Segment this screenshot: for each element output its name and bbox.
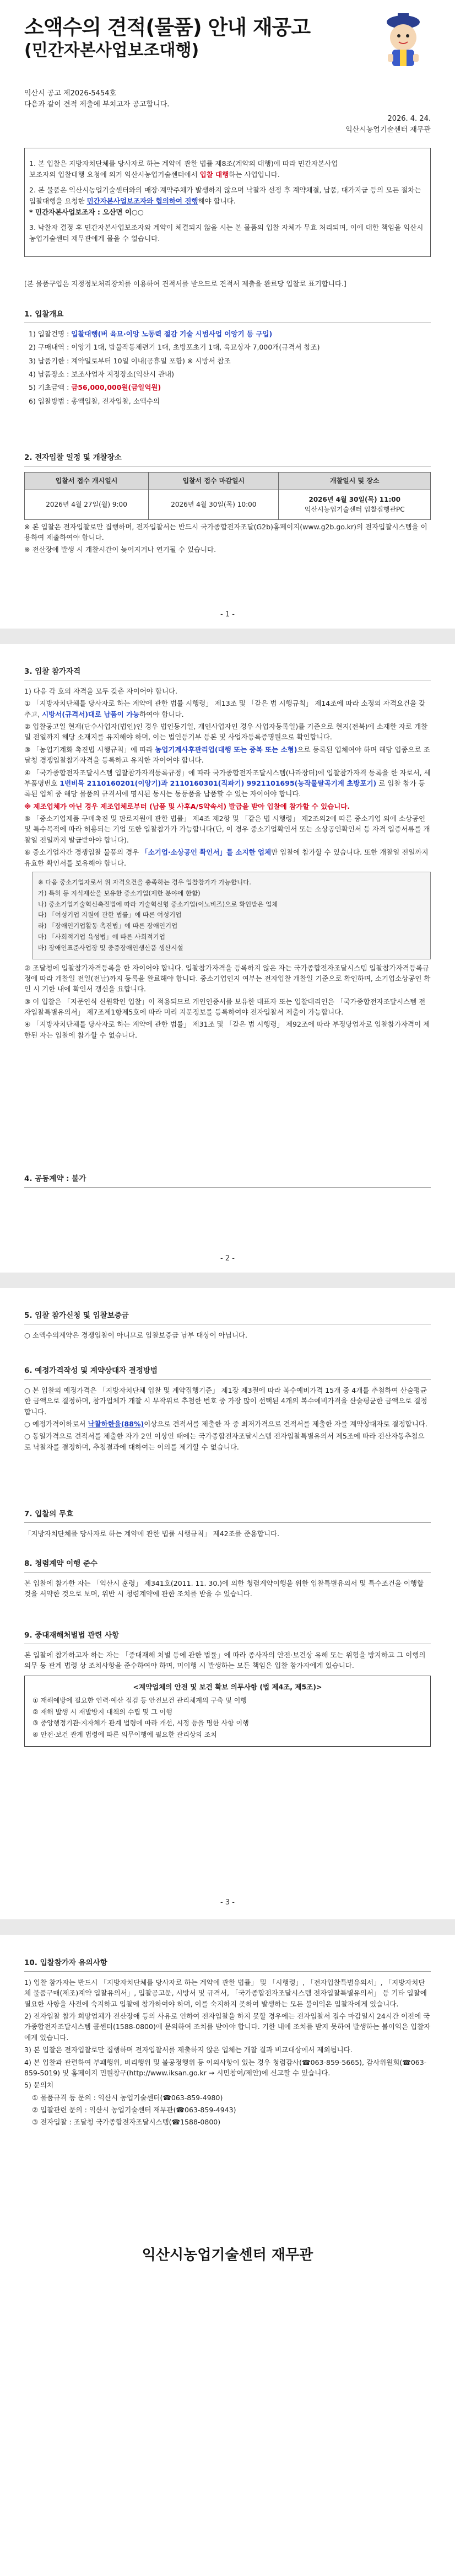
page-number: - 1 - [220,610,235,619]
page-gap [0,1273,455,1288]
list-item: ① 「지방자치단체를 당사자로 하는 계약에 관한 법률 시행령」 제13조 및 「같은 법 시행규칙」 제14조에 따라 소정의 자격요건을 갖추고, 시방서(규격서)대로 납품이 가능하여야 합니다. [24,699,426,718]
section-integrity: 8. 청렴계약 이행 준수 본 입찰에 참가한 자는 「익산시 훈령」 제341호(2011. 11. 30.)에 의한 청렴계약이행을 위한 입찰특별유의서 및 특수조건을 이행할 것을 서약한 것으로 보며, 위반 시 청렴계약에 관한 조치를 받을 수 있습니다. [24,1558,431,1601]
sme-exception-box: ※ 다음 중소기업자로서 위 자격요건을 충족하는 경우 입찰참가가 가능합니다. 가) 특허 등 지식재산을 보유한 중소기업(제한 분야에 한함) 나) 중소기업기술혁신촉진법에 따라 기술혁신형 중소기업(이노비즈)으로 확인받은 업체 다) 「여성기업 지원에 관한 법률」에 따른 여성기업 라) 「장애인기업활동 촉진법」에 따른 장애인기업 마) 「사회적기업 육성법」에 따른 사회적기업 바) 장애인표준사업장 및 중증장애인생산품 생산시설 [32,872,431,959]
notice-box [24,148,431,257]
header [24,15,388,61]
notice-item-1: 1. 본 입찰은 지방자치단체를 당사자로 하는 계약에 관한 법률 제8조(계약의 대행)에 따라 민간자본사업 보조자의 입찰대행 요청에 의거 익산시농업기술센터에서 입찰 대행하는 사업입니다. [29,159,338,179]
notice-item-2: 2. 본 물품은 익산시농업기술센터와의 매장·계약주체가 발생하지 않으며 낙찰자 선정 후 계약체결, 납품, 대가지급 등의 모든 절차는 입찰대행을 요청한 민간자본사업보조자와 협의하여 진행해야 합니다. * 민간자본사업보조자 : 오산면 이○○ [29,186,421,216]
section-overview [24,309,431,409]
section-title: 10. 입찰참가자 유의사항 [24,1957,431,1972]
list-item: ② 입찰공고일 현재(단수사업자(법인)인 경우 법인등기일, 개인사업자인 경우 사업자등록일)를 기준으로 현지(전북)에 소재한 자로 개찰일 전일까지 해당 소재지를 유지해야 하며, 이는 법인등기부 등본 및 사업자등록증명원으로 확인합니다. [24,722,428,742]
section-title: 2. 전자입찰 일정 및 개찰장소 [24,452,431,466]
list-item: ④ 「지방자치단체를 당사자로 하는 계약에 관한 법률」 제31조 및 「같은 법 시행령」 제92조에 따라 부정당업자로 입찰참가자격이 제한된 자는 입찰에 참가할 수 없습니다. [24,1020,430,1039]
column-header: 입찰서 접수 개시일시 [25,472,149,490]
section-title: 8. 청렴계약 이행 준수 [24,1558,431,1573]
column-header: 개찰일시 및 장소 [279,472,431,490]
section-invalidity: 7. 입찰의 무효 「지방자치단체를 당사자로 하는 계약에 관한 법률 시행규칙」 제42조를 준용합니다. [24,1509,431,1541]
page-subtitle: (민간자본사업보조대행) [24,41,199,61]
procurement-note: [본 물품구입은 지정정보처리장치를 이용하여 견적서를 받으므로 견적서 제출을 완료당 입찰로 표기합니다.] [24,280,346,288]
page-4 [0,1935,455,2576]
list-item: ④ 「국가종합전자조달시스템 입찰참가자격등록규정」에 따라 국가종합전자조달시스템(나라장터)에 입찰참가자격 등록을 한 자로서, 세부품명번호 1번비목 2110160201(이앙기)과 2110160301(직파기) 9921101695(농작물탈곡기계 초방포기) 로 입찰 참가 등록된 업체 중 해당 물품의 규격서에 명시된 동시는 동등품을 납품할 수 있는 자이어야 합니다. [24,768,431,798]
notice-date: 2026. 4. 24. [387,115,431,123]
schedule-note: ※ 전산장애 발생 시 개찰시간이 늦어지거나 연기될 수 있습니다. [24,545,216,554]
list-item: ⑥ 중소기업자간 경쟁입찰 물품의 경우 「소기업·소상공인 확인서」를 소지한 업체만 입찰에 참가할 수 있습니다. 또한 개찰일 전일까지 유효한 확인서를 보유해야 합니다. [24,848,429,867]
subsidy-recipient: * 민간자본사업보조자 : 오산면 이○○ [29,208,144,216]
table-row [25,490,431,519]
section-title: 9. 중대재해처벌법 관련 사항 [24,1630,431,1644]
section-deposit: 5. 입찰 참가신청 및 입찰보증금 ○ 소액수의계약은 경쟁입찰이 아니므로 입찰보증금 납부 대상이 아닙니다. [24,1310,431,1342]
column-header: 입찰서 접수 마감일시 [149,472,279,490]
contact-item: ③ 전자입찰 : 조달청 국가종합전자조달시스템(☎1588-0800) [32,2118,221,2127]
section-title: 4. 공동계약 : 불가 [24,1173,431,1188]
list-item: 1) 입찰건명 : 입찰대행(버 육묘·이앙 노동력 절감 기술 시범사업 이앙기 등 구입) [29,329,273,338]
list-item: 4) 납품장소 : 보조사업자 지정장소(익산시 관내) [29,370,175,379]
page-1 [0,0,455,629]
page-number: - 3 - [220,1898,235,1907]
page-gap [0,1919,455,1935]
section-pricing: 6. 예정가격작성 및 계약상대자 결정방법 ○ 본 입찰의 예정가격은 「지방자치단체 입찰 및 계약집행기준」 제1장 제3절에 따라 복수예비가격 15개 중 4개를 추첨하여 산술평균한 금액으로 결정하며, 참가업체가 개찰 시 무작위로 추첨한 번호 중 가장 많이 선택된 4개의 복수예비가격을 산술평균한 금액으로 결정합니다. ○ 예정가격이하로서 낙찰하한율(88%)이상으로 견적서를 제출한 자 중 최저가격으로 견적서를 제출한 자를 계약상대자로 결정합니다. ○ 동일가격으로 견적서를 제출한 자가 2인 이상인 때에는 국가종합전자조달시스템 전자입찰특별유의서 제5조에 따라 전산자동추첨으로 낙찰자를 결정하며, 추첨결과에 대하여는 이의를 제기할 수 없습니다. [24,1365,431,1454]
section-joint-contract [24,1173,431,1193]
intro-sentence: 다음과 같이 견적 제출에 부치고자 공고합니다. [24,100,170,109]
overview-list [24,329,431,406]
table-header-row [25,472,431,490]
list-item: ③ 이 입찰은 「지문인식 신원확인 입찰」이 적용되므로 개인인증서를 보유한 대표자 또는 입찰대리인은 「국가종합전자조달시스템 전자입찰특별유의서」 제7조제1항제5호에 따라 미리 지문정보를 등록하여야 전자입찰서 제출이 가능합니다. [24,997,426,1017]
list-item: 3) 납품기한 : 계약일로부터 10일 이내(공휴일 포함) ※ 시방서 참조 [29,356,231,365]
section-title: 1. 입찰개요 [24,309,431,323]
section-title: 5. 입찰 참가신청 및 입찰보증금 [24,1310,431,1324]
section-cautions: 10. 입찰참가자 유의사항 1) 입찰 참가자는 반드시 「지방자치단체를 당사자로 하는 계약에 관한 법률」 및 「시행령」, 「전자입찰특별유의서」, 「지방자치단체 물품구매(제조)계약 입찰유의서」, 입찰공고문, 시방서 및 규격서, 「국가종합전자조달시스템 전자입찰특별유의서」 등 기타 입찰에 필요한 사항을 사전에 숙지하고 입찰에 참가하여야 하며, 이를 숙지하지 못하여 발생하는 모든 불이익은 입찰자에게 있습니다. 2) 전자입찰 참가 희망업체가 전산장애 등의 사유로 인하여 전자입찰을 하지 못할 경우에는 전자입찰서 접수 마감일시 24시간 이전에 국가종합전자조달시스템 콜센터(1588-0800)에 문의하여 조치를 받아야 합니다. 기한 내에 조치를 받지 못하여 발생하는 불이익은 입찰자에게 있습니다. 3) 본 입찰은 전자입찰로만 집행하며 전자입찰서를 제출하지 않은 업체는 개찰 결과 비교대상에서 제외됩니다. 4) 본 입찰과 관련하여 부패행위, 비리행위 및 불공정행위 등 이의사항이 있는 경우 청렴감사(☎063-859-5665), 감사위원회(☎063-859-5019) 및 홈페이지 민원창구(http://www.iksan.go.kr → 시민참여/제안)에 신고할 수 있습니다. 5) 문의처 ① 물품규격 등 문의 : 익산시 농업기술센터(☎063-859-4980) ② 입찰관련 문의 : 익산시 농업기술센터 재무관(☎063-859-4943) ③ 전자입찰 : 조달청 국가종합전자조달시스템(☎1588-0800) [24,1957,431,2129]
contact-item: ① 물품규격 등 문의 : 익산시 농업기술센터(☎063-859-4980) [32,2093,223,2102]
list-item: 2) 구매내역 : 이앙기 1대, 밥물작동제련기 1대, 초방포초기 1대, 육묘상자 7,000개(규격서 참조) [29,343,320,352]
footer-organization: 익산시농업기술센터 재무관 [142,2247,313,2263]
section-title: 6. 예정가격작성 및 계약상대자 결정방법 [24,1365,431,1380]
list-item: ② 조달청에 입찰참가자격등록을 한 자이어야 합니다. 입찰참가자격을 등록하지 않은 자는 국가종합전자조달시스템 입찰참가자격등록규정에 따라 개찰일 전일(전날)까지 등록을 완료해야 합니다. 중소기업인지 여부는 전자입찰 개찰일 기준으로 확인하며, 소기업소상공인 확인 시 기한 내에 확인서 갱신을 요합니다. [24,963,431,994]
list-item: 6) 입찰방법 : 총액입찰, 전자입찰, 소액수의 [29,396,160,405]
intro [24,88,169,110]
date-block [345,114,431,136]
notice-item-3: 3. 낙찰자 결정 후 민간자본사업보조자와 계약이 체결되지 않을 시는 본 물품의 입찰 자체가 무효 처리되며, 이에 대한 책임을 익산시농업기술센터 재무관에게 물을 수 없습니다. [29,223,424,243]
page-2 [0,644,455,1273]
list-item: ⑤ 「중소기업제품 구매촉진 및 판로지원에 관한 법률」 제4조 제2항 및 「같은 법 시행령」 제2조의2에 따른 중소기업 외에 소상공인 및 특수목적에 따라 허용되는 기업 또한 입찰참가가 가능합니다(단, 이 경우 중소기업확인서 또는 소상공인확인서 등 자격 입증서류를 개찰일 전일까지 발급받아야 합니다). [24,814,430,844]
table-cell: 2026년 4월 30일(목) 10:00 [149,490,279,519]
section-schedule [24,452,431,557]
notice-number: 익산시 공고 제2026-5454호 [24,89,117,98]
page-3 [0,1288,455,1919]
issuer: 익산시농업기술센터 재무관 [345,126,431,135]
schedule-table [24,472,431,520]
page-number: - 2 - [220,1254,235,1263]
list-item: 5) 기초금액 : 금56,000,000원(금일억원) [29,383,161,392]
manufacturer-note: ※ 제조업체가 아닌 경우 제조업체로부터 (납품 및 사후A/S약속서) 발급을 받아 입찰에 참가할 수 있습니다. [24,802,350,811]
mascot-logo-icon [376,11,431,72]
contact-item: ② 입찰관련 문의 : 익산시 농업기술센터 재무관(☎063-859-4943) [32,2106,236,2115]
table-cell: 2026년 4월 30일(목) 11:00 익산시농업기술센터 입찰집행관PC [279,490,431,519]
section-title: 7. 입찰의 무효 [24,1509,431,1523]
table-cell: 2026년 4월 27일(월) 9:00 [25,490,149,519]
section-eligibility: 3. 입찰 참가자격 1) 다음 각 호의 자격을 모두 갖춘 자이어야 합니다. ① 「지방자치단체를 당사자로 하는 계약에 관한 법률 시행령」 제13조 및 「같은 법 시행규칙」 제14조에 따라 소정의 자격요건을 갖추고, 시방서(규격서)대로 납품이 가능하여야 합니다. ② 입찰공고일 현재(단수사업자(법인)인 경우 법인등기일, 개인사업자인 경우 사업자등록일)를 기준으로 현지(전북)에 소재한 자로 개찰일 전일까지 해당 소재지를 유지해야 하며, 이는 법인등기부 등본 및 사업자등록증명원으로 확인합니다. ③ 「농업기계화 촉진법 시행규칙」에 따라 농업기계사후관리업(대행 또는 중복 또는 소형)으로 등록된 업체여야 하며 해당 업종으로 조달청 경쟁입찰참가자격을 등록하고 유지한 자이어야 합니다. ④ 「국가종합전자조달시스템 입찰참가자격등록규정」에 따라 국가종합전자조달시스템(나라장터)에 입찰참가자격 등록을 한 자로서, 세부품명번호 1번비목 2110160201(이앙기)과 2110160301(직파기) 9921101695(농작물탈곡기계 초방포기) 로 입찰 참가 등록된 업체 중 해당 물품의 규격서에 명시된 동시는 동등품을 납품할 수 있는 자이어야 합니다. ※ 제조업체가 아닌 경우 제조업체로부터 (납품 및 사후A/S약속서) 발급을 받아 입찰에 참가할 수 있습니다. ⑤ 「중소기업제품 구매촉진 및 판로지원에 관한 법률」 제4조 제2항 및 「같은 법 시행령」 제2조의2에 따른 중소기업 외에 소상공인 및 특수목적에 따라 허용되는 기업 또한 입찰참가가 가능합니다(단, 이 경우 중소기업확인서 또는 소상공인확인서 등 자격 입증서류를 개찰일 전일까지 발급받아야 합니다). ⑥ 중소기업자간 경쟁입찰 물품의 경우 「소기업·소상공인 확인서」를 소지한 업체만 입찰에 참가할 수 있습니다. 또한 개찰일 전일까지 유효한 확인서를 보유해야 합니다. ※ 다음 중소기업자로서 위 자격요건을 충족하는 경우 입찰참가가 가능합니다. 가) 특허 등 지식재산을 보유한 중소기업(제한 분야에 한함) 나) 중소기업기술혁신촉진법에 따라 기술혁신형 중소기업(이노비즈)으로 확인받은 업체 다) 「여성기업 지원에 관한 법률」에 따른 여성기업 라) 「장애인기업활동 촉진법」에 따른 장애인기업 마) 「사회적기업 육성법」에 따른 사회적기업 바) 장애인표준사업장 및 중증장애인생산품 생산시설 ② 조달청에 입찰참가자격등록을 한 자이어야 합니다. 입찰참가자격을 등록하지 않은 자는 국가종합전자조달시스템 입찰참가자격등록규정에 따라 개찰일 전일(전날)까지 등록을 완료해야 합니다. 중소기업인지 여부는 전자입찰 개찰일 기준으로 확인하며, 소기업소상공인 확인 시 기한 내에 확인서 갱신을 요합니다. ③ 이 입찰은 「지문인식 신원확인 입찰」이 적용되므로 개인인증서를 보유한 대표자 또는 입찰대리인은 「국가종합전자조달시스템 전자입찰특별유의서」 제7조제1항제5호에 따라 미리 지문정보를 등록하여야 전자입찰서 제출이 가능합니다. ④ 「지방자치단체를 당사자로 하는 계약에 관한 법률」 제31조 및 「같은 법 시행령」 제92조에 따라 부정당업자로 입찰참가자격이 제한된 자는 입찰에 참가할 수 없습니다. [24,666,431,1042]
section-title: 3. 입찰 참가자격 [24,666,431,680]
list-item: ③ 「농업기계화 촉진법 시행규칙」에 따라 농업기계사후관리업(대행 또는 중복 또는 소형)으로 등록된 업체여야 하며 해당 업종으로 조달청 경쟁입찰참가자격을 등록하고 유지한 자이어야 합니다. [24,745,430,765]
page-title: 소액수의 견적(물품) 안내 재공고 [24,15,311,39]
section-safety-law: 9. 중대재해처벌법 관련 사항 본 입찰에 참가하고자 하는 자는 「중대재해 처벌 등에 관한 법률」에 따라 종사자의 안전·보건상 유해 또는 위험을 방지하고 그 이행의 의무 등 관계 법령 상 조치사항을 준수하여야 하며, 미이행 시 발생하는 모든 책임은 입찰 참가자에게 있습니다. <계약업체의 안전 및 보건 확보 의무사항 (법 제4조, 제5조)> ① 재해예방에 필요한 인력·예산 점검 등 안전보건 관리체계의 구축 및 이행 ② 재해 발생 시 재발방지 대책의 수립 및 그 이행 ③ 중앙행정기관·지자체가 관계 법령에 따라 개선, 시정 등을 명한 사항 이행 ④ 안전·보건 관계 법령에 따른 의무이행에 필요한 관리상의 조치 [24,1630,431,1751]
page-gap [0,629,455,644]
schedule-note: ※ 본 입찰은 전자입찰로만 집행하며, 전자입찰서는 반드시 국가종합전자조달(G2b)홈페이지(www.g2b.go.kr)의 전자입찰시스템을 이용하여 제출하여야 합니다. [24,522,427,542]
safety-obligations-box: <계약업체의 안전 및 보건 확보 의무사항 (법 제4조, 제5조)> ① 재해예방에 필요한 인력·예산 점검 등 안전보건 관리체계의 구축 및 이행 ② 재해 발생 시 재발방지 대책의 수립 및 그 이행 ③ 중앙행정기관·지자체가 관계 법령에 따라 개선, 시정 등을 명한 사항 이행 ④ 안전·보건 관계 법령에 따른 의무이행에 필요한 관리상의 조치 [24,1676,431,1747]
